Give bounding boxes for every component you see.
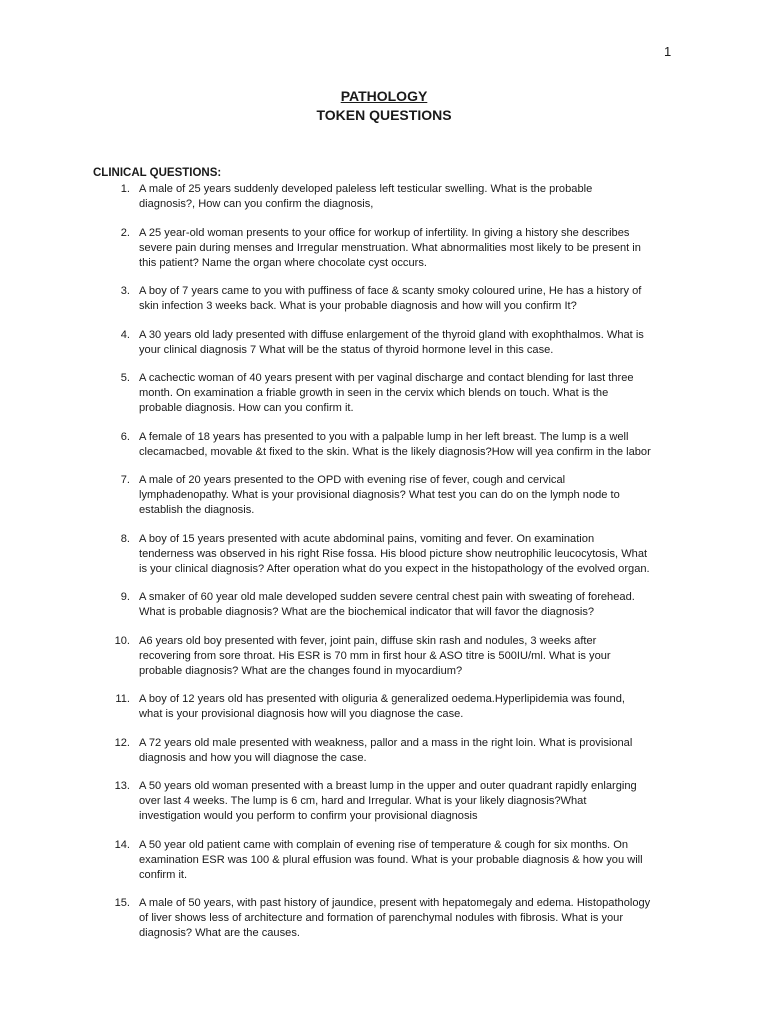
question-number: 9. <box>120 591 130 603</box>
question-text: A male of 20 years presented to the OPD with evening rise of fever, cough and cervical lymphadenopathy. What is your provisional diagnosis? What test you can do on the lymph node to establish the diagnosis. <box>139 474 620 516</box>
question-number: 3. <box>120 285 130 297</box>
question-text: A 72 years old male presented with weakness, pallor and a mass in the right loin. What is provisional diagnosis and how you will diagnose the case. <box>139 736 633 764</box>
document-subtitle: TOKEN QUESTIONS <box>316 107 452 123</box>
question-text: A cachectic woman of 40 years present with per vaginal discharge and contact blending for last three month. On examination a friable growth in seen in the cervix which blends on touch. What is the probable diagnosis. How can you confirm it. <box>139 372 634 414</box>
question-number: 11. <box>115 693 130 705</box>
question-number: 8. <box>120 532 130 545</box>
document-title: PATHOLOGY <box>340 88 428 104</box>
question-list <box>110 182 680 955</box>
question-item <box>110 634 680 679</box>
question-text: A 50 years old woman presented with a breast lump in the upper and outer quadrant rapidly enlarging over last 4 weeks. The lump is 6 cm, hard and Irregular. What is your likely diagnosis?What investigation would you perform to confirm your provisional diagnosis <box>139 780 637 822</box>
question-number: 10. <box>114 634 130 647</box>
question-text: A male of 25 years suddenly developed paleless left testicular swelling. What is the probable diagnosis?, How can you confirm the diagnosis, <box>139 183 593 210</box>
question-item <box>110 371 680 416</box>
question-number: 12. <box>114 736 130 749</box>
question-item <box>110 838 680 883</box>
question-item <box>110 182 680 212</box>
question-item <box>110 692 680 722</box>
question-text: A boy of 7 years came to you with puffiness of face & scanty smoky coloured urine, He has a history of skin infection 3 weeks back. What is your probable diagnosis and how will you confirm It? <box>139 285 642 312</box>
question-text: A boy of 15 years presented with acute abdominal pains, vomiting and fever. On examination tenderness was observed in his right Rise fossa. His blood picture show neutrophilic leucocytosis, What is your clinical diagnosis? After operation what do you expect in the histopathology of the evolved organ. <box>139 532 650 575</box>
question-number: 6. <box>120 430 130 443</box>
question-text: A female of 18 years has presented to you with a palpable lump in her left breast. The lump is a well clecamacbed, movable &t fixed to the skin. What is the likely diagnosis?How will yea confirm in the labor <box>139 430 651 458</box>
question-text: A6 years old boy presented with fever, joint pain, diffuse skin rash and nodules, 3 weeks after recovering from sore throat. His ESR is 70 mm in first hour & ASO titre is 500IU/ml. What is your probable diagnosis? What are the changes found in myocardium? <box>139 634 611 677</box>
question-item <box>110 473 680 518</box>
question-item <box>110 284 680 314</box>
page-number: 1 <box>664 44 672 59</box>
question-item <box>110 328 680 358</box>
question-text: A male of 50 years, with past history of jaundice, present with hepatomegaly and edema. Histopathology of liver shows less of architecture and formation of parenchymal nodules with fibrosis. What is your diagnosis? What are the causes. <box>139 897 651 939</box>
question-number: 13. <box>114 780 130 792</box>
question-text: A 50 year old patient came with complain of evening rise of temperature & cough for six months. On examination ESR was 100 & plural effusion was found. What is your probable diagnosis & how you will confirm it. <box>139 838 643 881</box>
question-number: 5. <box>120 372 130 384</box>
question-number: 14. <box>114 838 130 851</box>
question-item <box>110 226 680 271</box>
question-number: 4. <box>120 328 130 341</box>
question-text: A boy of 12 years old has presented with oliguria & generalized oedema.Hyperlipidemia was found, what is your provisional diagnosis how will you diagnose the case. <box>139 693 625 720</box>
question-item <box>110 736 680 766</box>
question-number: 2. <box>120 226 130 239</box>
question-number: 1. <box>120 183 130 195</box>
question-text: A 25 year-old woman presents to your office for workup of infertility. In giving a history she describes severe pain during menses and Irregular menstruation. What abnormalities most likely to be present in this patient? Name the organ where chocolate cyst occurs. <box>139 226 641 269</box>
question-text: A smaker of 60 year old male developed sudden severe central chest pain with sweating of forehead. What is probable diagnosis? What are the biochemical indicator that will favor the diagnosis? <box>139 591 635 618</box>
title-block <box>0 87 768 125</box>
question-text: A 30 years old lady presented with diffuse enlargement of the thyroid gland with exophthalmos. What is your clinical diagnosis 7 What will be the status of thyroid hormone level in this case. <box>139 328 644 356</box>
question-item <box>110 590 680 620</box>
question-item <box>110 532 680 577</box>
section-heading: CLINICAL QUESTIONS: <box>93 167 222 179</box>
question-number: 15. <box>114 897 130 909</box>
question-number: 7. <box>120 474 130 486</box>
question-item <box>110 430 680 460</box>
question-item <box>110 896 680 941</box>
question-item <box>110 779 680 824</box>
